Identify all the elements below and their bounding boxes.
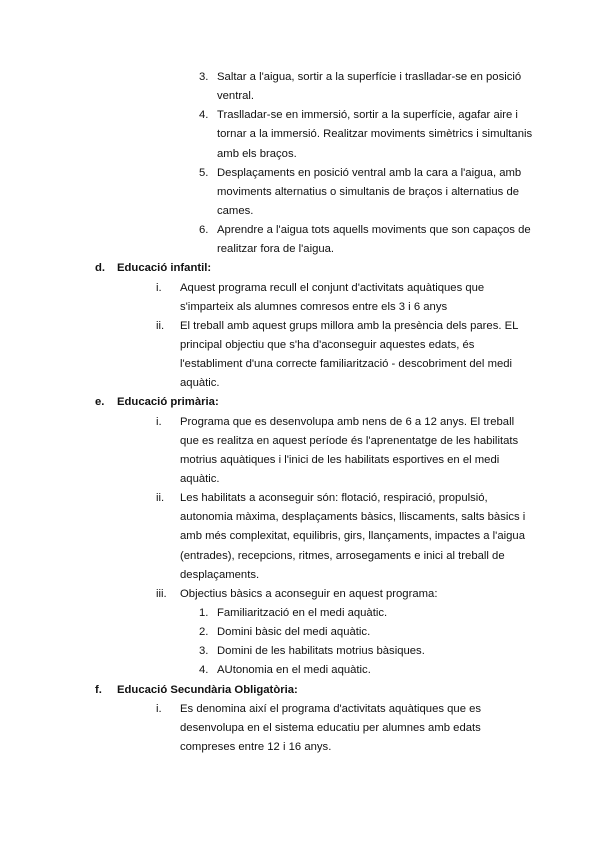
list-marker: ii. [156, 492, 165, 505]
list-item-line [0, 202, 600, 221]
list-item-text: ventral. [217, 90, 255, 103]
document-content [0, 68, 600, 757]
list-item-text: aquàtic. [180, 377, 220, 390]
list-item-line [0, 470, 600, 489]
list-marker: f. [95, 683, 102, 696]
list-item-text: realitzar fora de l'aigua. [217, 243, 335, 256]
list-marker: 1. [199, 606, 209, 619]
list-item-line [0, 547, 600, 566]
list-item-line [0, 106, 600, 125]
list-item-line [0, 413, 600, 432]
list-item-line [0, 719, 600, 738]
list-item-text: Desplaçaments en posició ventral amb la cara a l'aigua, amb [217, 166, 522, 179]
list-item-line [0, 489, 600, 508]
list-item-text: amb els braços. [217, 147, 297, 160]
list-item-text: Educació primària: [117, 396, 219, 409]
list-item-line [0, 623, 600, 642]
list-item-line [0, 298, 600, 317]
list-item-text: principal objectiu que s'ha d'aconseguir aquestes edats, és [180, 338, 475, 351]
list-item-line [0, 221, 600, 240]
section-heading [0, 393, 600, 412]
list-item-text: Les habilitats a aconseguir són: flotació, respiració, propulsió, [180, 492, 488, 505]
list-item-text: desplaçaments. [180, 568, 260, 581]
list-item-line [0, 125, 600, 144]
list-item-line [0, 508, 600, 527]
list-marker: 4. [199, 109, 209, 122]
list-item-text: Aquest programa recull el conjunt d'activitats aquàtiques que [180, 281, 485, 294]
list-item-text: Aprendre a l'aigua tots aquells moviments que son capaços de [217, 224, 531, 237]
list-item-text: (entrades), recepcions, ritmes, arrosegaments e inici al treball de [180, 549, 505, 562]
list-item-text: Familiarització en el medi aquàtic. [217, 606, 388, 619]
list-item-line [0, 279, 600, 298]
list-item-line [0, 355, 600, 374]
list-item-text: compreses entre 12 i 16 anys. [180, 740, 332, 753]
list-marker: e. [95, 396, 105, 409]
list-item-text: Domini bàsic del medi aquàtic. [217, 626, 371, 639]
list-marker: i. [156, 415, 162, 428]
list-item-text: Educació infantil: [117, 262, 212, 275]
list-item-line [0, 661, 600, 680]
list-marker: 5. [199, 166, 209, 179]
list-marker: 3. [199, 71, 209, 83]
list-item-line [0, 164, 600, 183]
list-item-text: desenvolupa en el sistema educatiu per alumnes amb edats [180, 721, 481, 734]
list-item-line [0, 374, 600, 393]
list-marker: ii. [156, 319, 165, 332]
list-marker: 4. [199, 664, 209, 677]
list-item-line [0, 145, 600, 164]
list-item-text: tornar a la immersió. Realitzar moviments simètrics i simultanis [217, 128, 533, 141]
list-marker: 3. [199, 645, 209, 658]
list-item-text: autonomia màxima, desplaçaments bàsics, lliscaments, salts bàsics i [180, 511, 526, 524]
list-item-line [0, 240, 600, 259]
list-item-line [0, 700, 600, 719]
list-item-line [0, 336, 600, 355]
list-item-line [0, 604, 600, 623]
list-item-text: motrius aquàtiques i l'inici de les habilitats esportives en el medi [180, 453, 500, 466]
list-item-text: que es realitza en aquest període és l'aprenentatge de les habilitats [180, 434, 519, 447]
list-item-line [0, 183, 600, 202]
list-item-line [0, 566, 600, 585]
list-item-line [0, 87, 600, 106]
section-heading [0, 259, 600, 278]
list-item-text: Es denomina així el programa d'activitats aquàtiques que es [180, 702, 482, 715]
list-item-text: Programa que es desenvolupa amb nens de 6 a 12 anys. El treball [180, 415, 515, 428]
list-item-text: AUtonomia en el medi aquàtic. [217, 664, 371, 677]
list-item-text: moviments alternatius o simultanis de braços i alternatius de [217, 185, 520, 198]
section-heading [0, 681, 600, 700]
list-item-text: El treball amb aquest grups millora amb la presència dels pares. EL [180, 319, 519, 332]
list-item-text: s'imparteix als alumnes comresos entre els 3 i 6 anys [180, 300, 448, 313]
list-marker: i. [156, 281, 162, 294]
list-item-line [0, 68, 600, 87]
list-item-line [0, 432, 600, 451]
list-item-text: Saltar a l'aigua, sortir a la superfície i traslladar-se en posició [217, 71, 522, 83]
list-item-text: Objectius bàsics a aconseguir en aquest programa: [180, 587, 438, 600]
list-item-line [0, 527, 600, 546]
list-marker: d. [95, 262, 106, 275]
list-marker: iii. [156, 587, 167, 600]
list-item-text: Domini de les habilitats motrius bàsiques. [217, 645, 425, 658]
list-item-text: cames. [217, 204, 254, 217]
list-marker: 6. [199, 224, 209, 237]
list-item-text: l'establiment d'una correcte familiarització - descobriment del medi [180, 358, 513, 371]
list-item-text: Educació Secundària Obligatòria: [117, 683, 298, 696]
list-item-text: aquàtic. [180, 472, 220, 485]
list-item-text: Traslladar-se en immersió, sortir a la superfície, agafar aire i [217, 109, 518, 122]
list-item-line [0, 642, 600, 661]
list-item-line [0, 317, 600, 336]
list-item-line [0, 585, 600, 604]
list-marker: i. [156, 702, 162, 715]
list-item-line [0, 451, 600, 470]
list-marker: 2. [199, 626, 209, 639]
list-item-line [0, 738, 600, 757]
list-item-text: amb més complexitat, equilibris, girs, llançaments, impactes a l'aigua [180, 530, 525, 543]
